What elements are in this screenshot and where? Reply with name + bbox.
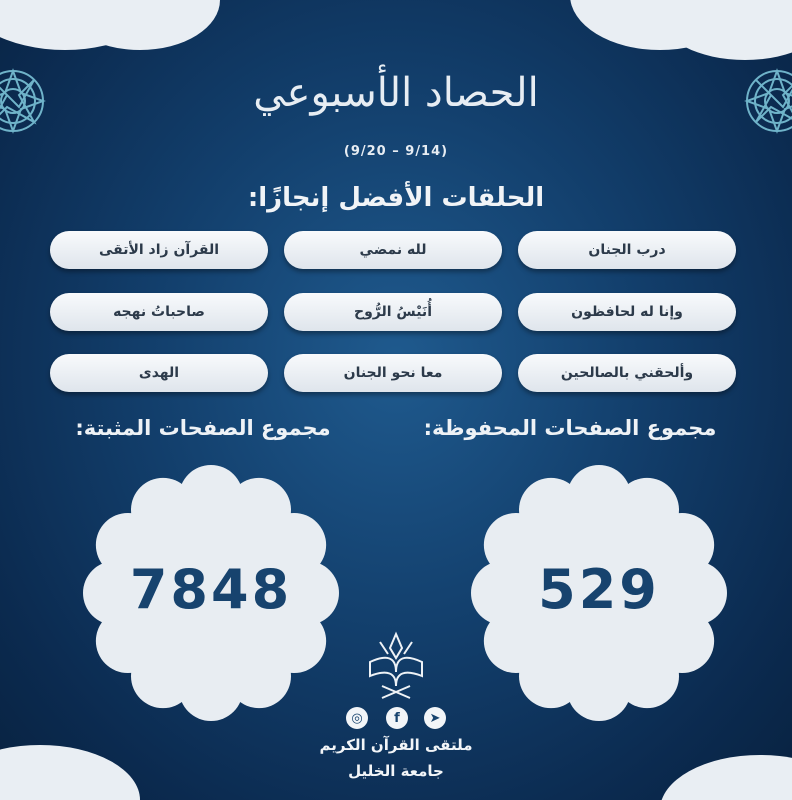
circle-pill: القرآن زاد الأتقى — [50, 231, 268, 269]
page-title: الحصاد الأسبوعي — [253, 70, 539, 116]
date-range: (9/20 – 9/14) — [343, 144, 449, 159]
circle-pill: الهدى — [50, 354, 268, 392]
telegram-icon[interactable]: ➤ — [424, 707, 446, 729]
circle-pill: صاحباتُ نهجه — [50, 293, 268, 331]
facebook-icon[interactable]: f — [386, 707, 408, 729]
best-circles-heading: الحلقات الأفضل إنجازًا: — [247, 183, 545, 213]
org-name: ملتقى القرآن الكريم — [319, 736, 473, 754]
circle-pill: أُنَيْسُ الرُّوح — [284, 293, 502, 331]
circle-pill: درب الجنان — [518, 231, 736, 269]
confirmed-pages-label: مجموع الصفحات المثبتة: — [75, 416, 331, 440]
quran-logo-icon — [362, 628, 430, 700]
cloud-top-right-2 — [660, 0, 792, 60]
memorized-pages-label: مجموع الصفحات المحفوظة: — [423, 416, 717, 440]
confirmed-pages-value: 7848 — [129, 558, 293, 621]
circle-pill: معا نحو الجنان — [284, 354, 502, 392]
circle-pill: وألحقني بالصالحين — [518, 354, 736, 392]
circle-pill: لله نمضي — [284, 231, 502, 269]
university-name: جامعة الخليل — [348, 762, 444, 780]
circle-pill: وإنا له لحافظون — [518, 293, 736, 331]
memorized-pages-value: 529 — [538, 558, 660, 621]
instagram-icon[interactable]: ◎ — [346, 707, 368, 729]
